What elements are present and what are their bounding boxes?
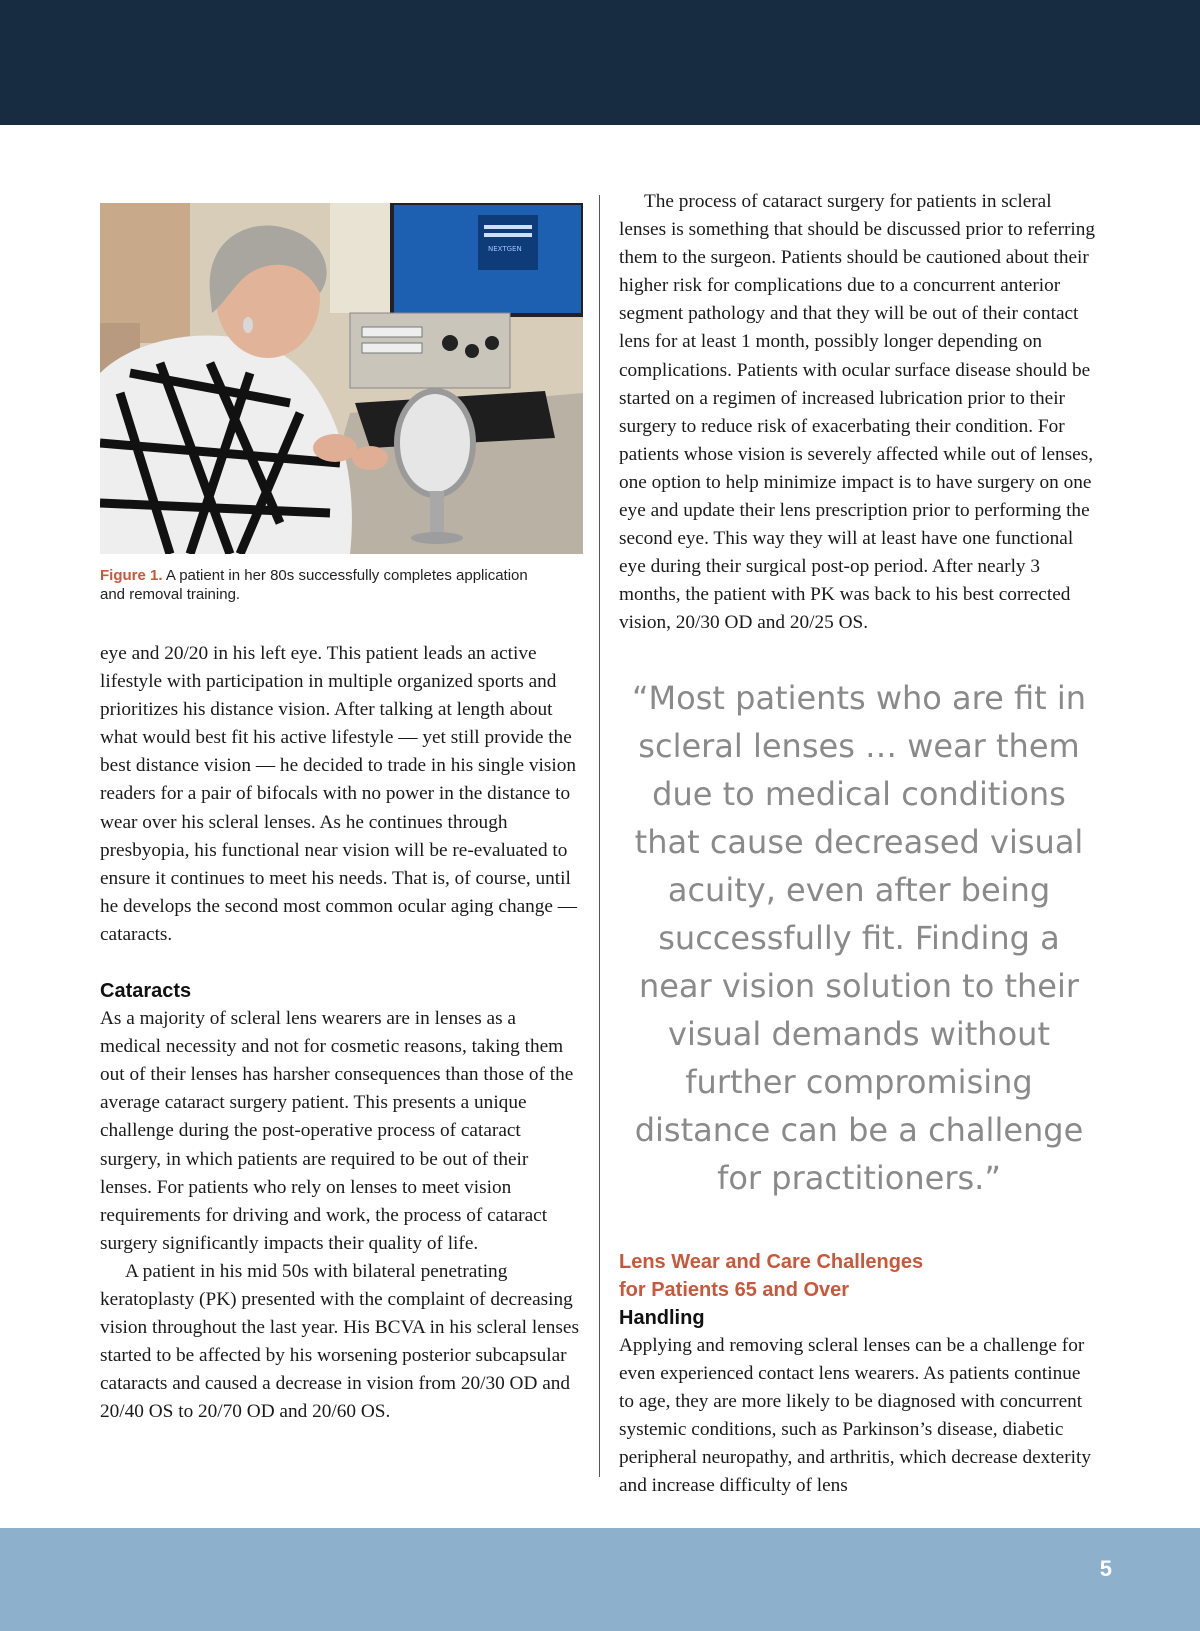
- handling-subheading: Handling: [619, 1306, 705, 1329]
- right-paragraph-2: Applying and removing scleral lenses can be a challenge for even experienced contact lens wearers. As patients continue to age, they are more likely to be diagnosed with concurrent systemic conditions, such as Parkinson’s disease, diabetic peripheral neuropathy, and arthritis, which decrease dexterity and increase difficulty of lens: [619, 1334, 1092, 1496]
- page-number: 5: [1099, 1556, 1112, 1581]
- footer-band: [0, 1528, 1200, 1631]
- section-heading-lens-wear: [619, 1248, 1099, 1304]
- right-column: [619, 188, 1099, 1500]
- cataracts-heading: Cataracts: [100, 980, 192, 1003]
- figure-1-photo: [100, 203, 583, 554]
- section-heading-line-1: Lens Wear and Care Challenges: [619, 1250, 924, 1273]
- column-divider: [599, 195, 600, 1477]
- figure-caption: [100, 566, 540, 604]
- right-paragraph-1: The process of cataract surgery for patients in scleral lenses is something that should be discussed prior to referring them to the surgeon. Patients should be cautioned about their higher risk for complications due to a concurrent anterior segment pathology and that they will be out of their contact lens for at least 1 month, possibly longer depending on complications. Patients with ocular surface disease should be started on a regimen of increased lubrication prior to their surgery to reduce risk of exacerbating their condition. For patients whose vision is severely affected while out of lenses, one option to help minimize impact is to have surgery on one eye and update their lens prescription prior to performing the second eye. This way they will at least have one functional eye during their surgical post-op period. After nearly 3 months, the patient with PK was back to his best corrected vision, 20/30 OD and 20/25 OS.: [619, 191, 1096, 634]
- figure-caption-text: A patient in her 80s successfully completes application and removal training.: [100, 567, 528, 603]
- header-band: [0, 0, 1200, 125]
- left-paragraph-3: A patient in his mid 50s with bilateral penetrating keratoplasty (PK) presented with the complaint of decreasing vision throughout the last year. His BCVA in his scleral lenses started to be affected by his worsening posterior subcapsular cataracts and caused a decrease in vision from 20/30 OD and 20/40 OS to 20/70 OD and 20/60 OS.: [100, 1260, 579, 1423]
- left-column: [100, 203, 580, 1426]
- monitor-logo-text: NEXTGEN: [488, 245, 522, 253]
- figure-label: Figure 1.: [100, 567, 163, 584]
- left-paragraph-1: eye and 20/20 in his left eye. This patient leads an active lifestyle with participation in multiple organized sports and prioritizes his distance vision. After talking at length about what would best fit his active lifestyle — yet still provide the best distance vision — he decided to trade in his single vision readers for a pair of bifocals with no power in the distance to wear over his scleral lenses. As he continues through presbyopia, his functional near vision will be re-evaluated to ensure it continues to meet his needs. That is, of course, until he develops the second most common ocular aging change — cataracts.: [100, 643, 578, 945]
- section-heading-line-2: for Patients 65 and Over: [619, 1278, 850, 1301]
- pull-quote: “Most patients who are fit in scleral lenses … wear them due to medical conditions that cause decreased visual acuity, even after being successfully fit. Finding a near vision solution to their visual demands without further compromising distance can be a challenge for practitioners.”: [631, 678, 1087, 1197]
- left-paragraph-2: As a majority of scleral lens wearers are in lenses as a medical necessity and not for cosmetic reasons, taking them out of their lenses has harsher consequences than those of the average cataract surgery patient. This presents a unique challenge during the post-operative process of cataract surgery, in which patients are required to be out of their lenses. For patients who rely on lenses to meet vision requirements for driving and work, the process of cataract surgery significantly impacts their quality of life.: [100, 1008, 574, 1254]
- patient-training-photo: [100, 203, 583, 554]
- left-body-text: [100, 640, 580, 1426]
